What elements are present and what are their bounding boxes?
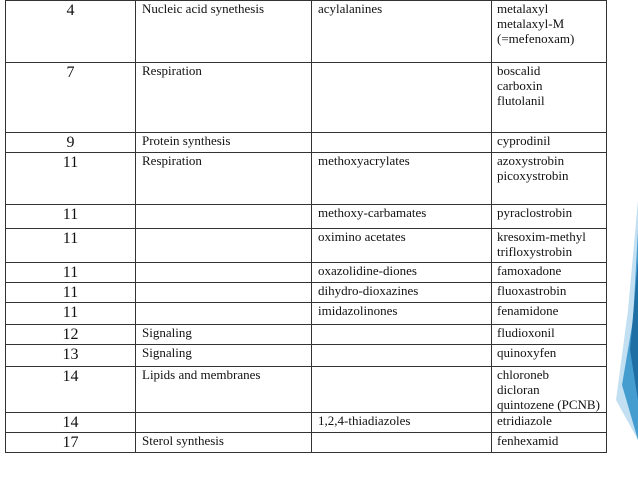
fungicide-table-body <box>6 1 607 453</box>
frac-code-cell: 11 <box>6 303 136 325</box>
common-name: kresoxim-methyl <box>497 229 586 244</box>
common-name-cell <box>492 413 607 433</box>
chemical-group-cell: methoxyacrylates <box>312 153 492 205</box>
chemical-group-cell: oxazolidine-diones <box>312 263 492 283</box>
common-name: (=mefenoxam) <box>497 31 575 46</box>
table-row <box>6 229 607 263</box>
common-name-cell <box>492 133 607 153</box>
frac-code-cell: 11 <box>6 153 136 205</box>
mode-of-action-cell <box>136 303 312 325</box>
chemical-group-cell: methoxy-carbamates <box>312 205 492 229</box>
table-row <box>6 63 607 133</box>
table-row <box>6 283 607 303</box>
common-name: flutolanil <box>497 93 545 108</box>
common-name: fenamidone <box>497 303 559 318</box>
frac-code-cell: 9 <box>6 133 136 153</box>
mode-of-action-cell: Lipids and membranes <box>136 367 312 413</box>
mode-of-action-cell: Respiration <box>136 63 312 133</box>
common-name-cell <box>492 263 607 283</box>
common-name-cell <box>492 205 607 229</box>
common-name-cell <box>492 367 607 413</box>
frac-code-cell: 11 <box>6 205 136 229</box>
frac-code-cell: 4 <box>6 1 136 63</box>
frac-code-cell: 11 <box>6 283 136 303</box>
mode-of-action-cell <box>136 229 312 263</box>
table-row <box>6 433 607 453</box>
common-name-cell <box>492 63 607 133</box>
chemical-group-cell: acylalanines <box>312 1 492 63</box>
common-name-cell <box>492 1 607 63</box>
common-name: fenhexamid <box>497 433 559 448</box>
common-name-cell <box>492 303 607 325</box>
common-name: quinoxyfen <box>497 345 557 360</box>
mode-of-action-cell: Respiration <box>136 153 312 205</box>
common-name: fludioxonil <box>497 325 555 340</box>
mode-of-action-cell <box>136 205 312 229</box>
common-name: pyraclostrobin <box>497 205 573 220</box>
common-name: metalaxyl-M <box>497 16 565 31</box>
chemical-group-cell <box>312 433 492 453</box>
chemical-group-cell <box>312 133 492 153</box>
common-name: etridiazole <box>497 413 552 428</box>
table-row <box>6 367 607 413</box>
common-name: trifloxystrobin <box>497 244 573 259</box>
frac-code-cell: 7 <box>6 63 136 133</box>
mode-of-action-cell: Signaling <box>136 325 312 345</box>
table-row <box>6 303 607 325</box>
mode-of-action-cell <box>136 283 312 303</box>
common-name-cell <box>492 229 607 263</box>
table-row <box>6 153 607 205</box>
chemical-group-cell: imidazolinones <box>312 303 492 325</box>
common-name: azoxystrobin <box>497 153 565 168</box>
common-name-cell <box>492 345 607 367</box>
chemical-group-cell: oximino acetates <box>312 229 492 263</box>
frac-code-cell: 17 <box>6 433 136 453</box>
table-row <box>6 263 607 283</box>
mode-of-action-cell: Sterol synthesis <box>136 433 312 453</box>
chemical-group-cell: dihydro-dioxazines <box>312 283 492 303</box>
common-name-cell <box>492 283 607 303</box>
mode-of-action-cell: Protein synthesis <box>136 133 312 153</box>
frac-code-cell: 14 <box>6 413 136 433</box>
common-name: quintozene (PCNB) <box>497 397 600 412</box>
chemical-group-cell <box>312 345 492 367</box>
mode-of-action-cell <box>136 413 312 433</box>
common-name-cell <box>492 433 607 453</box>
frac-code-cell: 14 <box>6 367 136 413</box>
mode-of-action-cell: Signaling <box>136 345 312 367</box>
chemical-group-cell: 1,2,4-thiadiazoles <box>312 413 492 433</box>
table-row <box>6 1 607 63</box>
mode-of-action-cell <box>136 263 312 283</box>
common-name: boscalid <box>497 63 541 78</box>
frac-code-cell: 11 <box>6 229 136 263</box>
common-name: cyprodinil <box>497 133 551 148</box>
common-name: chloroneb <box>497 367 549 382</box>
table-row <box>6 205 607 229</box>
table-row <box>6 325 607 345</box>
table-row <box>6 413 607 433</box>
chemical-group-cell <box>312 325 492 345</box>
chemical-group-cell <box>312 367 492 413</box>
common-name: metalaxyl <box>497 1 549 16</box>
common-name: famoxadone <box>497 263 562 278</box>
common-name: dicloran <box>497 382 540 397</box>
common-name: fluoxastrobin <box>497 283 567 298</box>
fungicide-table <box>5 0 607 453</box>
common-name-cell <box>492 153 607 205</box>
corner-accent-graphic <box>606 200 638 440</box>
chemical-group-cell <box>312 63 492 133</box>
table-row <box>6 133 607 153</box>
frac-code-cell: 11 <box>6 263 136 283</box>
frac-code-cell: 12 <box>6 325 136 345</box>
common-name: carboxin <box>497 78 543 93</box>
mode-of-action-cell: Nucleic acid synethesis <box>136 1 312 63</box>
common-name: picoxystrobin <box>497 168 569 183</box>
common-name-cell <box>492 325 607 345</box>
table-row <box>6 345 607 367</box>
frac-code-cell: 13 <box>6 345 136 367</box>
